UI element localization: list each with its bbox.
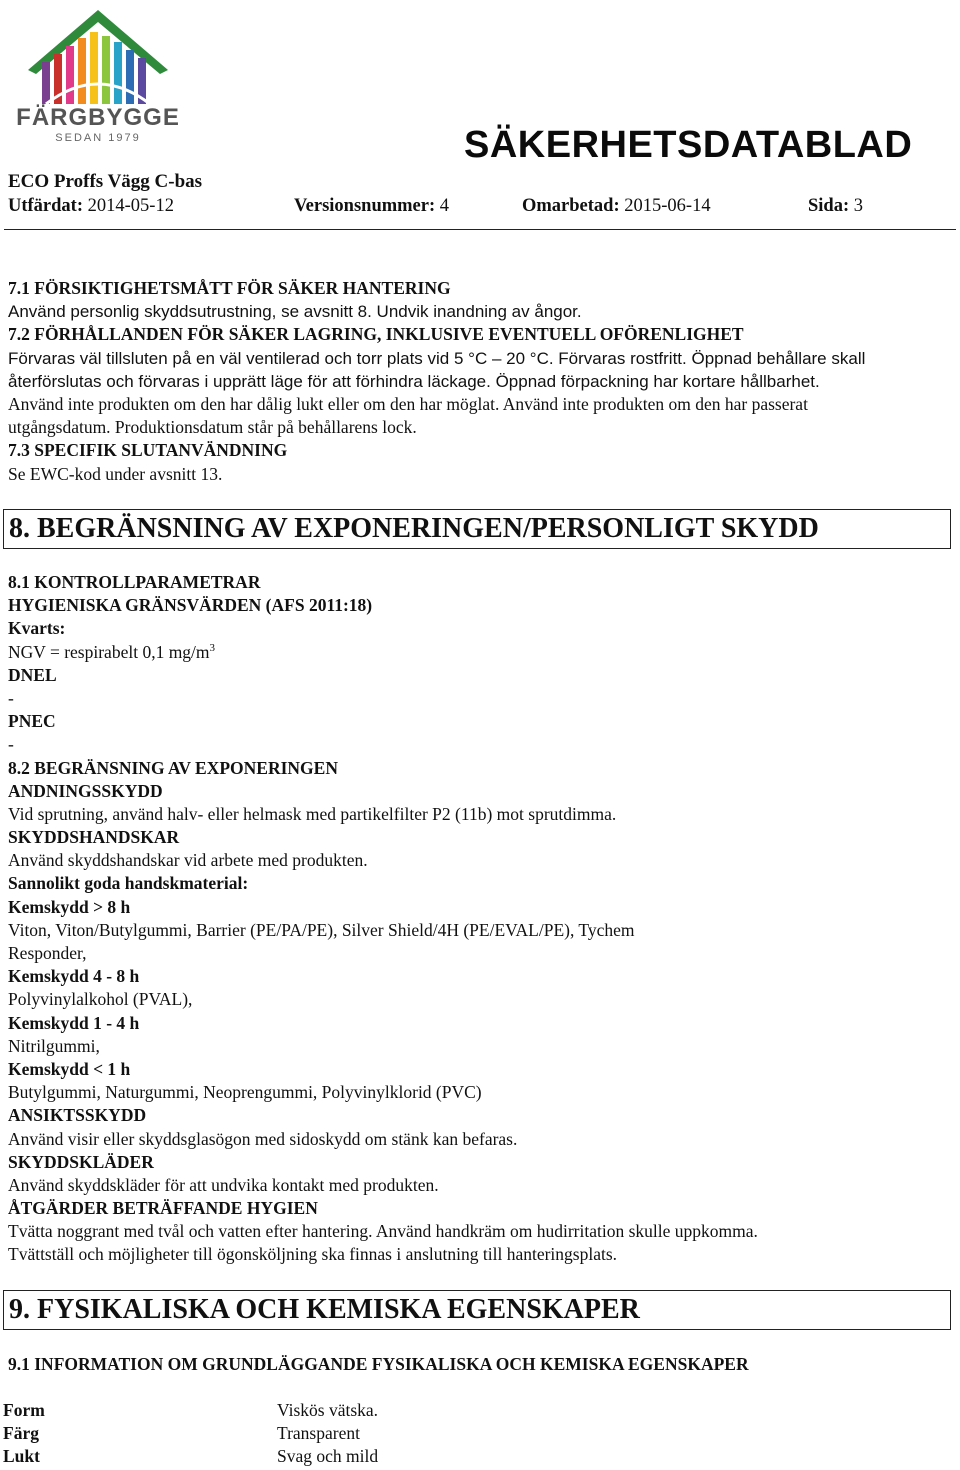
- property-key: Färg: [3, 1423, 39, 1444]
- respiratory-text: Vid sprutning, använd halv- eller helmask med partikelfilter P2 (11b) mot sprutdimma.: [8, 803, 617, 824]
- glove-over-8h-label: Kemskydd > 8 h: [8, 896, 131, 917]
- glove-1-4h-label: Kemskydd 1 - 4 h: [8, 1012, 140, 1033]
- property-value: Viskös vätska.: [277, 1400, 379, 1420]
- heading-7-1: 7.1 FÖRSIKTIGHETSMÅTT FÖR SÄKER HANTERING: [8, 278, 451, 298]
- section-9-title: 9. FYSIKALISKA OCH KEMISKA EGENSKAPER: [3, 1290, 951, 1330]
- glove-under-1h-text: Butylgummi, Naturgummi, Neoprengummi, Polyvinylklorid (PVC): [8, 1082, 482, 1103]
- text-7-2-line: återförslutas och förvaras i upprätt läge för att förhindra läckage. Öppnad förpackning har kortare hållbarhet.: [8, 371, 820, 391]
- dnel-label: DNEL: [8, 664, 57, 685]
- section-7: [8, 277, 953, 486]
- property-row: [3, 1422, 603, 1445]
- heading-7-2: 7.2 FÖRHÅLLANDEN FÖR SÄKER LAGRING, INKLUSIVE EVENTUELL OFÖRENLIGHET: [8, 324, 744, 345]
- heading-8-1: 8.1 KONTROLLPARAMETRAR: [8, 572, 261, 592]
- pnec-value: -: [8, 734, 14, 755]
- glove-under-1h-label: Kemskydd < 1 h: [8, 1058, 131, 1079]
- property-key: Lukt: [3, 1446, 40, 1467]
- product-name: ECO Proffs Vägg C-bas: [8, 171, 203, 192]
- glove-materials-heading: Sannolikt goda handskmaterial:: [8, 873, 249, 894]
- ngv-value: NGV = respirabelt 0,1 $mg/m^3$: [8, 641, 216, 662]
- section-8: [8, 571, 953, 1267]
- gloves-heading: SKYDDSHANDSKAR: [8, 827, 180, 848]
- version-number: Versionsnummer: 4: [294, 196, 450, 216]
- glove-over-8h-text: Responder,: [8, 943, 87, 963]
- heading-9-1: 9.1 INFORMATION OM GRUNDLÄGGANDE FYSIKALISKA OCH KEMISKA EGENSKAPER: [8, 1354, 749, 1374]
- issued-date: Utfärdat: 2014-05-12: [8, 196, 174, 216]
- glove-over-8h-text: Viton, Viton/Butylgummi, Barrier (PE/PA/PE), Silver Shield/4H (PE/EVAL/PE), Tychem: [8, 919, 635, 940]
- gloves-text: Använd skyddshandskar vid arbete med produkten.: [8, 850, 368, 871]
- text-7-1: Använd personlig skyddsutrustning, se avsnitt 8. Undvik inandning av ångor.: [8, 302, 582, 322]
- protective-clothing-text: Använd skyddskläder för att undvika kontakt med produkten.: [8, 1174, 439, 1195]
- property-row: [3, 1445, 603, 1468]
- logo-name: FÄRGBYGGE: [16, 104, 180, 131]
- property-key: Form: [3, 1400, 45, 1420]
- section-8-title: 8. BEGRÄNSNING AV EXPONERINGEN/PERSONLIGT SKYDD: [3, 509, 951, 549]
- page-number: Sida: 3: [808, 196, 864, 216]
- hygiene-measures-text: Tvätta noggrant med tvål och vatten efter hantering. Använd handkräm om hudirritation skulle uppkomma.: [8, 1221, 758, 1242]
- dnel-value: -: [8, 687, 14, 708]
- text-7-2-line: utgångsdatum. Produktionsdatum står på behållarens lock.: [8, 417, 417, 438]
- properties-table: [3, 1399, 603, 1469]
- hygiene-measures-text: Tvättställ och möjligheter till ögonsköljning ska finnas i anslutning till hanteringsplats.: [8, 1244, 618, 1265]
- logo-tagline: SEDAN 1979: [55, 132, 141, 144]
- company-logo: [8, 4, 188, 150]
- section-9: [8, 1353, 953, 1376]
- text-7-3: Se EWC-kod under avsnitt 13.: [8, 463, 223, 484]
- respiratory-heading: ANDNINGSSKYDD: [8, 780, 163, 801]
- pnec-label: PNEC: [8, 711, 56, 732]
- property-value: Svag och mild: [277, 1446, 379, 1467]
- face-protection-text: Använd visir eller skyddsglasögon med sidoskydd om stänk kan befaras.: [8, 1128, 518, 1149]
- header-divider: [4, 229, 956, 230]
- protective-clothing-heading: SKYDDSKLÄDER: [8, 1151, 154, 1172]
- revised-date: Omarbetad: 2015-06-14: [522, 196, 711, 216]
- text-7-2-line: Använd inte produkten om den har dålig lukt eller om den har möglat. Använd inte produkten om den har passerat: [8, 393, 808, 414]
- quartz-label: Kvarts:: [8, 618, 66, 639]
- text-7-2-line: Förvaras väl tillsluten på en väl ventilerad och torr plats vid 5 °C – 20 °C. Förvaras rostfritt. Öppnad behållare skall: [8, 348, 866, 368]
- document-title: SÄKERHETSDATABLAD: [464, 124, 913, 166]
- heading-7-3: 7.3 SPECIFIK SLUTANVÄNDNING: [8, 440, 288, 461]
- face-protection-heading: ANSIKTSSKYDD: [8, 1105, 147, 1126]
- property-row: [3, 1399, 603, 1422]
- property-value: Transparent: [277, 1423, 360, 1444]
- hygiene-limits-heading: HYGIENISKA GRÄNSVÄRDEN (AFS 2011:18): [8, 595, 373, 616]
- hygiene-measures-heading: ÅTGÄRDER BETRÄFFANDE HYGIEN: [8, 1198, 318, 1219]
- glove-1-4h-text: Nitrilgummi,: [8, 1035, 100, 1056]
- glove-4-8h-label: Kemskydd 4 - 8 h: [8, 966, 140, 987]
- glove-4-8h-text: Polyvinylalkohol (PVAL),: [8, 989, 193, 1010]
- heading-8-2: 8.2 BEGRÄNSNING AV EXPONERINGEN: [8, 757, 338, 778]
